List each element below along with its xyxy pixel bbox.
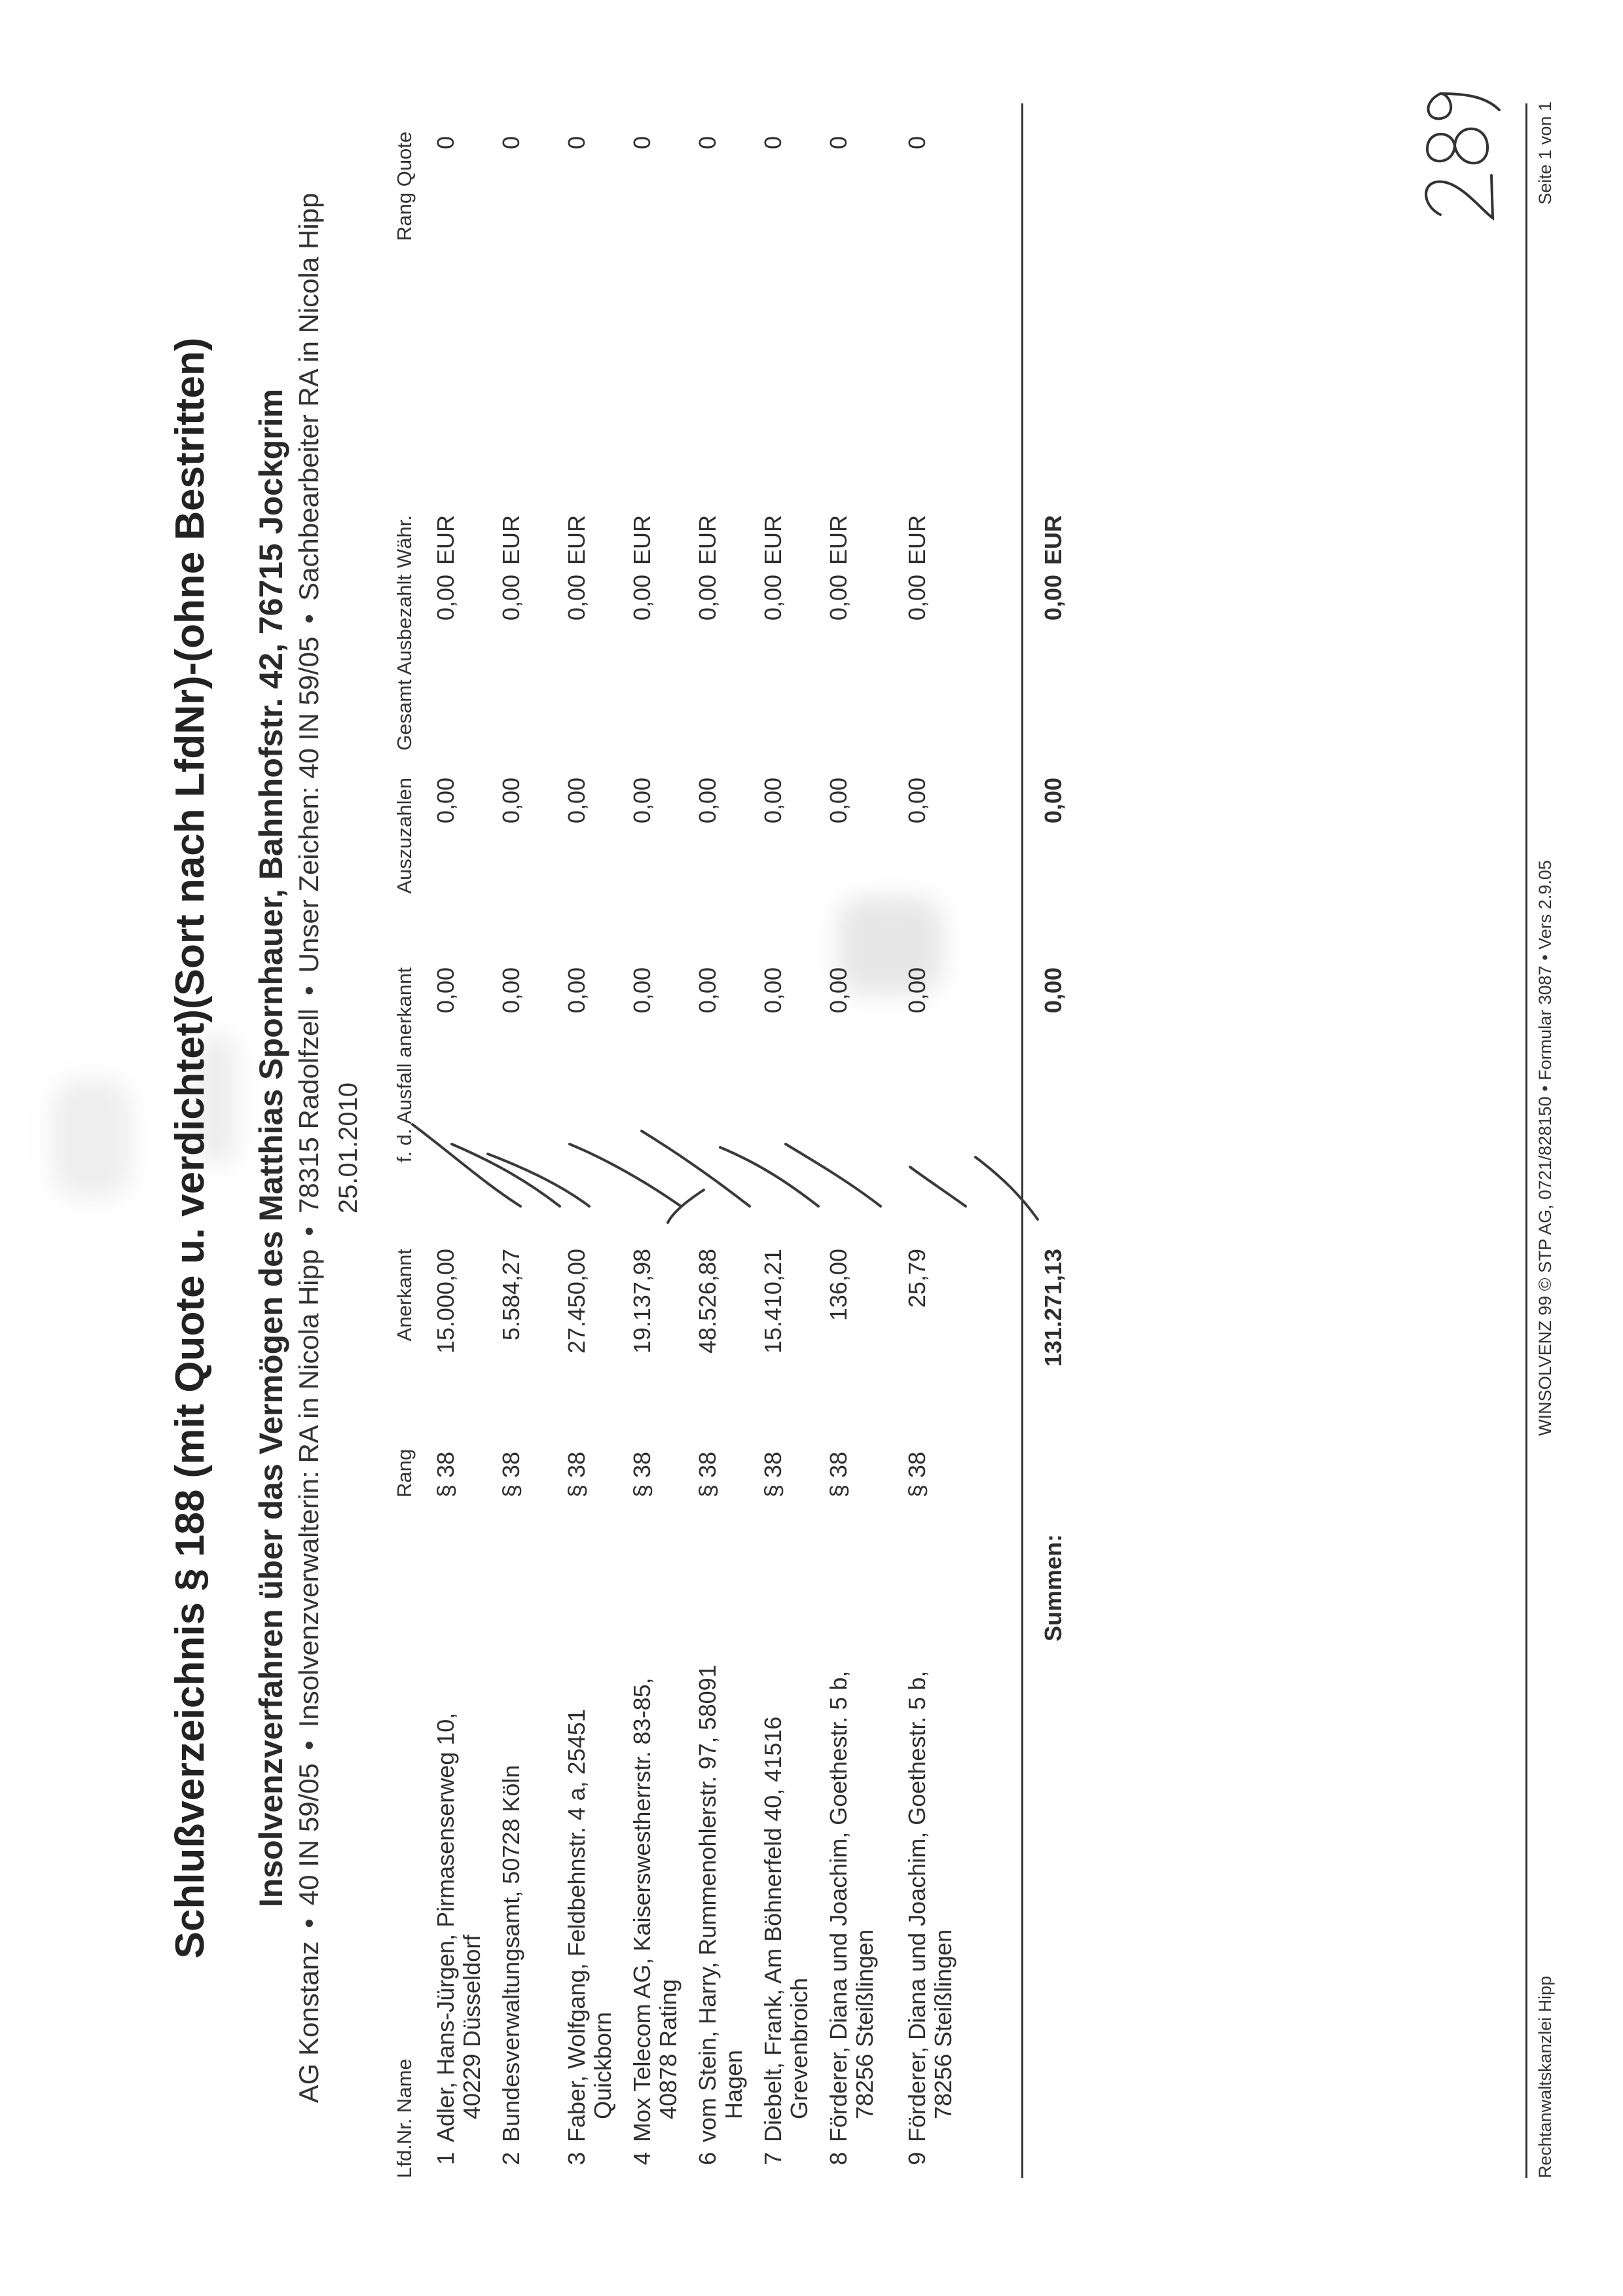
check-mark <box>910 1167 966 1206</box>
creditor-name: Förderer, Diana und Joachim, Goethestr. 5 b, <box>903 1670 930 2142</box>
row-anerkannt: 25,79 <box>903 1249 930 1308</box>
row-waehr: EUR <box>432 514 459 565</box>
row-waehr: EUR <box>694 514 721 565</box>
col-header-rang-quote: Rang Quote <box>393 131 416 241</box>
row-rang: § 38 <box>694 1451 721 1498</box>
creditor-name: Mox Telecom AG, Kaiserswestherrstr. 83-85, <box>629 1677 655 2142</box>
col-header-lfdnr-name: Lfd.Nr. Name <box>393 2058 416 2178</box>
check-mark <box>976 1157 1038 1219</box>
separator: • <box>293 1226 324 1236</box>
row-number: 8 <box>825 2152 852 2166</box>
row-waehr: EUR <box>759 514 786 565</box>
row-ausfall: 0,00 <box>563 967 590 1014</box>
row-auszuzahlen: 0,00 <box>694 778 721 824</box>
row-quote: 0 <box>432 135 459 149</box>
row-waehr: EUR <box>825 514 852 565</box>
row-anerkannt: 27.450,00 <box>563 1249 590 1354</box>
row-gesamt: 0,00 <box>432 575 459 621</box>
row-ausfall: 0,00 <box>825 967 852 1014</box>
totals-anerkannt: 131.271,13 <box>1040 1249 1067 1367</box>
creditor-name: Förderer, Diana und Joachim, Goethestr. 5 b, <box>825 1670 852 2142</box>
separator: • <box>293 613 324 624</box>
separator: • <box>293 986 324 996</box>
clerk: Sachbearbeiter RA in Nicola Hipp <box>293 192 324 601</box>
administrator: Insolvenzverwalterin: RA in Nicola Hipp <box>293 1249 324 1728</box>
footer-left: Rechtanwaltskanzlei Hipp <box>1535 1975 1555 2178</box>
creditor-name: Faber, Wolfgang, Feldbehnstr. 4 a, 25451 <box>563 1709 590 2142</box>
row-anerkannt: 48.526,88 <box>694 1249 721 1354</box>
row-auszuzahlen: 0,00 <box>825 778 852 824</box>
row-ausfall: 0,00 <box>694 967 721 1014</box>
row-auszuzahlen: 0,00 <box>498 778 524 824</box>
row-rang: § 38 <box>563 1451 590 1498</box>
row-number: 2 <box>498 2152 524 2166</box>
row-quote: 0 <box>903 135 930 149</box>
row-waehr: EUR <box>903 514 930 565</box>
row-number: 9 <box>903 2152 930 2166</box>
creditor-name-line2: 40229 Düsseldorf <box>458 1934 485 2119</box>
footer-page-number: Seite 1 von 1 <box>1535 101 1555 205</box>
check-mark <box>668 1190 704 1223</box>
document-title: Schlußverzeichnis § 188 (mit Quote u. verdichtet)(Sort nach LfdNr)-(ohne Bestritten) <box>168 337 213 1959</box>
row-auszuzahlen: 0,00 <box>432 778 459 824</box>
case-number: 40 IN 59/05 <box>293 1763 324 1906</box>
row-quote: 0 <box>825 135 852 149</box>
row-auszuzahlen: 0,00 <box>563 778 590 824</box>
creditor-name-line2: Grevenbroich <box>786 1977 812 2119</box>
col-header-anerkannt: Anerkannt <box>393 1249 416 1342</box>
totals-label: Summen: <box>1040 1534 1067 1641</box>
col-header-ausfall: f. d. Ausfall anerkannt <box>393 967 416 1163</box>
row-quote: 0 <box>563 135 590 149</box>
row-waehr: EUR <box>629 514 655 565</box>
row-quote: 0 <box>498 135 524 149</box>
court: AG Konstanz <box>293 1941 324 2104</box>
reference: Unser Zeichen: 40 IN 59/05 <box>293 636 324 973</box>
check-mark <box>570 1144 681 1206</box>
row-anerkannt: 19.137,98 <box>629 1249 655 1354</box>
row-anerkannt: 5.584,27 <box>498 1249 524 1341</box>
row-number: 7 <box>759 2152 786 2166</box>
row-ausfall: 0,00 <box>629 967 655 1014</box>
row-ausfall: 0,00 <box>432 967 459 1014</box>
totals-gesamt: 0,00 <box>1040 575 1067 621</box>
check-mark <box>488 1154 589 1206</box>
row-auszuzahlen: 0,00 <box>629 778 655 824</box>
row-rang: § 38 <box>825 1451 852 1498</box>
creditor-name: vom Stein, Harry, Rummenohlerstr. 97, 58091 <box>694 1664 721 2142</box>
col-header-auszuzahlen: Auszuzahlen <box>393 778 416 894</box>
row-anerkannt: 15.000,00 <box>432 1249 459 1354</box>
row-quote: 0 <box>694 135 721 149</box>
totals-ausfall: 0,00 <box>1040 967 1067 1014</box>
row-gesamt: 0,00 <box>629 575 655 621</box>
creditor-name-line2: Quickborn <box>589 2011 616 2119</box>
document-subtitle: Insolvenzverfahren über das Vermögen des Matthias Spornhauer, Bahnhofstr. 42, 76715 Jockgrim <box>253 388 289 1908</box>
creditor-name: Bundesverwaltungsamt, 50728 Köln <box>498 1765 524 2142</box>
row-gesamt: 0,00 <box>759 575 786 621</box>
row-ausfall: 0,00 <box>498 967 524 1014</box>
row-waehr: EUR <box>498 514 524 565</box>
row-rang: § 38 <box>629 1451 655 1498</box>
city: 78315 Radolfzell <box>293 1009 324 1213</box>
creditor-name: Adler, Hans-Jürgen, Pirmasenserweg 10, <box>432 1712 459 2142</box>
row-number: 4 <box>629 2152 655 2166</box>
row-anerkannt: 15.410,21 <box>759 1249 786 1354</box>
totals-auszuzahlen: 0,00 <box>1040 778 1067 824</box>
row-ausfall: 0,00 <box>759 967 786 1014</box>
col-header-rang: Rang <box>393 1448 416 1498</box>
document-date: 25.01.2010 <box>334 1082 363 1214</box>
footer-center: WINSOLVENZ 99 © STP AG, 0721/828150 • Formular 3087 • Vers 2.9.05 <box>1535 860 1555 1436</box>
creditor-name-line2: 40878 Rating <box>655 1979 682 2119</box>
row-gesamt: 0,00 <box>694 575 721 621</box>
row-quote: 0 <box>629 135 655 149</box>
row-anerkannt: 136,00 <box>825 1249 852 1321</box>
creditor-name-line2: Hagen <box>720 2049 747 2119</box>
row-rang: § 38 <box>498 1451 524 1498</box>
creditor-name-line2: 78256 Steißlingen <box>851 1929 878 2119</box>
row-ausfall: 0,00 <box>903 967 930 1014</box>
separator: • <box>293 1918 324 1928</box>
row-gesamt: 0,00 <box>563 575 590 621</box>
row-auszuzahlen: 0,00 <box>759 778 786 824</box>
separator: • <box>293 1740 324 1751</box>
row-auszuzahlen: 0,00 <box>903 778 930 824</box>
creditor-name-line2: 78256 Steißlingen <box>930 1929 957 2119</box>
handwritten-page-number <box>1414 71 1512 228</box>
row-quote: 0 <box>759 135 786 149</box>
check-mark <box>412 1124 520 1206</box>
check-mark <box>786 1144 881 1206</box>
row-gesamt: 0,00 <box>903 575 930 621</box>
col-header-gesamt: Gesamt Ausbezahlt <box>393 575 416 751</box>
col-header-waehr: Währ. <box>393 515 416 568</box>
row-number: 6 <box>694 2152 721 2166</box>
row-gesamt: 0,00 <box>825 575 852 621</box>
totals-waehr: EUR <box>1040 514 1067 565</box>
row-number: 3 <box>563 2152 590 2166</box>
creditor-name: Diebelt, Frank, Am Böhnerfeld 40, 41516 <box>759 1716 786 2142</box>
row-rang: § 38 <box>432 1451 459 1498</box>
row-rang: § 38 <box>903 1451 930 1498</box>
footer-rule <box>1525 103 1527 2178</box>
row-number: 1 <box>432 2152 459 2166</box>
row-gesamt: 0,00 <box>498 575 524 621</box>
row-rang: § 38 <box>759 1451 786 1498</box>
row-waehr: EUR <box>563 514 590 565</box>
